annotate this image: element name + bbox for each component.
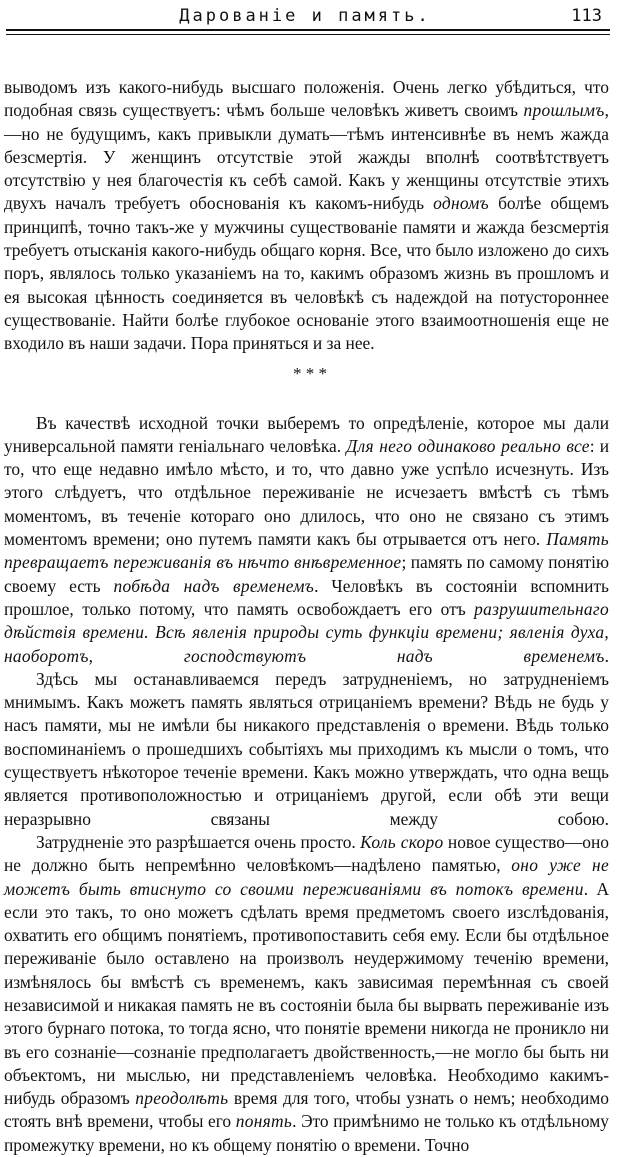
paragraph [4, 831, 609, 1157]
text-run: . А если это такъ, то оно можетъ сдѣлать время предметомъ своего изслѣдованія, охватить его общимъ понятіемъ, противопоставить себя ему. Если бы отдѣльное переживаніе было оставлено на произволъ неудержимому теченію времени, измѣнялось бы вмѣстѣ съ временемъ, какъ зависимая перемѣнная съ своей независимой и никакая память не въ состояніи была бы вырвать переживаніе изъ этого бурнаго потока, то тогда ясно, что понятіе времени никогда не проникло ни въ его сознаніе—сознаніе предполагаетъ двойственность,—не могло бы быть ни объектомъ, ни мыслью, ни представленіемъ человѣка. Необходимо какимъ-нибудь образомъ [4, 878, 609, 1109]
emphasis-text: Для него одинаково реально все [346, 435, 590, 456]
text-run: новое существо—оно не должно быть непремѣнно человѣкомъ—надѣлено памятью, [4, 831, 609, 876]
body-text [4, 76, 609, 1157]
page-number: 113 [571, 6, 602, 26]
running-title: Дарованіе и память. [179, 6, 431, 26]
paragraph [4, 76, 609, 356]
text-run: . Человѣкъ въ состояніи вспомнить прошлое, только потому, что память освобождаетъ его отъ [4, 575, 609, 619]
emphasis-text: прошлымъ [523, 100, 605, 121]
text-run: ,—но не будущимъ, какъ привыкли думать—тѣмъ интенсивнѣе въ немъ жажда безсмертія. У женщинъ отсутствіе этой жажды вполнѣ соотвѣтствуетъ отсутствію у нея благочестія къ себѣ самой. Какъ у женщины отсутствіе этихъ двухъ началъ требуетъ обоснованія къ какомъ-нибудь [4, 100, 609, 214]
header-rule-thin [6, 34, 610, 35]
emphasis-text: понять [235, 1111, 293, 1132]
text-run: выводомъ изъ какого-нибудь высшаго положенія. Очень легко убѣдиться, что подобная связь существуетъ: чѣмъ больше человѣкъ живетъ своимъ [4, 77, 609, 121]
text-run: ; память по самому понятію своему есть [4, 552, 609, 596]
emphasis-text: оно уже не можетъ быть втиснуто со своими переживаніями въ потокъ времени [4, 855, 609, 899]
running-header [8, 6, 602, 28]
paragraph [4, 668, 609, 831]
text-run: время для того, чтобы узнать о немъ; необходимо стоять внѣ времени, чтобы его [4, 1088, 609, 1132]
emphasis-text: преодолѣть [135, 1088, 229, 1109]
section-separator: * * * [293, 364, 327, 383]
emphasis-text: Память превращаетъ переживанія въ нѣчто внѣвременное [4, 529, 609, 573]
text-run: Въ качествѣ исходной точки выберемъ то опредѣленіе, которое мы дали универсальной памяти геніальнаго человѣка. [4, 412, 609, 456]
header-rule-thick [6, 29, 610, 31]
emphasis-text: Коль скоро [360, 831, 444, 852]
text-run: болѣе общемъ принципѣ, точно такъ-же у мужчины существованіе памяти и жажда безсмертія требуетъ отысканія какого-нибудь общаго корня. Все, что было изложено до сихъ поръ, являлось только указаніемъ на то, какимъ образомъ жизнь въ прошломъ и ея высокая цѣнность соединяется въ человѣкѣ съ надеждой на потустороннее существованіе. Найти болѣе глубокое основаніе этого взаимоотношенія еще не входило въ наши задачи. Пора приняться и за нее. [4, 193, 609, 354]
emphasis-text: побѣда надъ временемъ [113, 575, 315, 596]
text-run: . Это примѣнимо не только къ отдѣльному промежутку времени, но къ общему понятію о времени. Точно [4, 1111, 609, 1155]
paragraph [4, 412, 609, 668]
text-run: Здѣсь мы останавливаемся передъ затрудненіемъ, но затрудненіемъ мнимымъ. Какъ можетъ память являться отрицаніемъ времени? Вѣдь не будь у насъ памяти, мы не имѣли бы никакого представленія о времени. Вѣдь только воспоминаніемъ о прошедшихъ событіяхъ мы приходимъ къ мысли о томъ, что существуетъ нѣкоторое теченіе времени. Какъ можно утверждать, что одна вещь является противоположностью и отрицаніемъ другой, если обѣ эти вещи неразрывно связаны между собою. [4, 668, 609, 829]
text-run: Затрудненіе это разрѣшается очень просто. [36, 831, 361, 852]
text-run: . [604, 645, 609, 666]
text-run: : и то, что еще недавно имѣло мѣсто, и то, что давно уже успѣло исчезнуть. Изъ этого слѣдуетъ, что отдѣльное переживаніе не исчезаетъ вмѣстѣ съ тѣмъ моментомъ, въ теченіе котораго оно длилось, что оно не связано съ этимъ моментомъ времени; оно путемъ памяти какъ бы отрывается отъ него. [4, 435, 609, 550]
emphasis-text: разрушительнаго дѣйствія времени. Всѣ явленія природы суть функціи времени; явленія духа, наоборотъ, господствуютъ надъ временемъ [4, 598, 609, 666]
emphasis-text: одномъ [433, 193, 489, 214]
